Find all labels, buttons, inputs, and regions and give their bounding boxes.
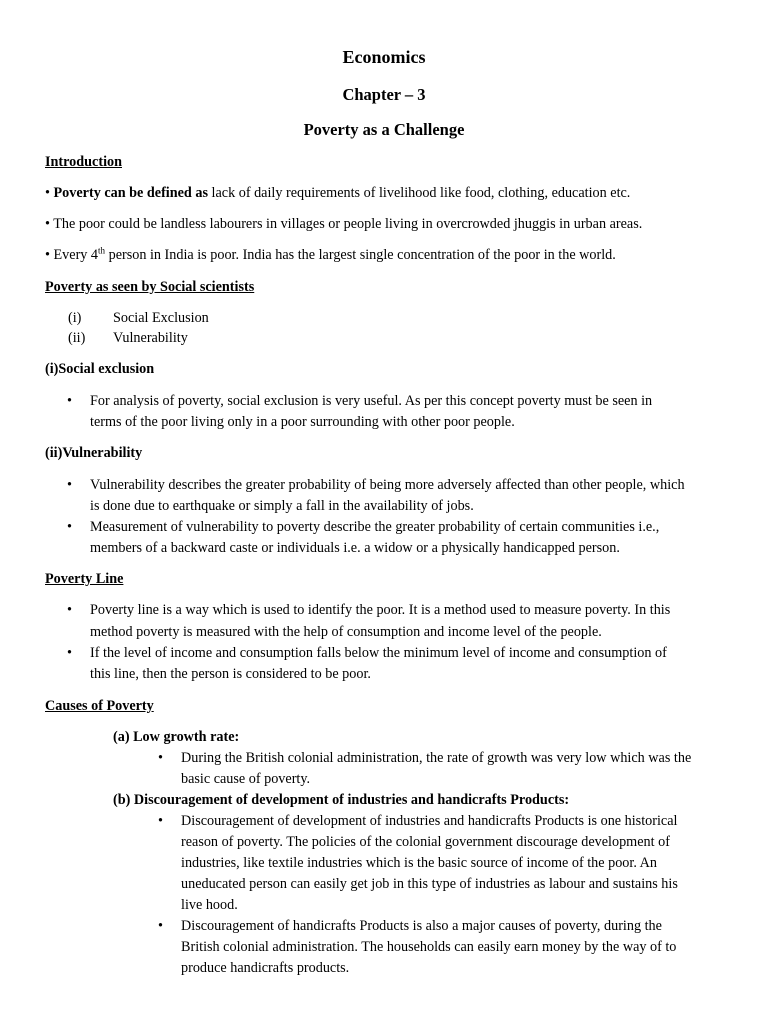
vulnerability-text-line: is done due to earthquake or simply a fall in the availability of jobs. (90, 498, 474, 514)
industries-text-line: uneducated person can easily get job in this type of industries as labour and sustains his (181, 876, 678, 892)
low-growth-text-line: During the British colonial administration, the rate of growth was very low which was the (181, 750, 692, 766)
list-number: (ii) (68, 330, 86, 346)
bullet-icon: • (67, 393, 72, 409)
vulnerability-text-line: members of a backward caste or individuals i.e. a widow or a physically handicapped person. (90, 540, 620, 556)
handicrafts-text-line: Discouragement of handicrafts Products is also a major causes of poverty, during the (181, 918, 662, 934)
industries-text-line: live hood. (181, 897, 238, 913)
chapter-title: Poverty as a Challenge (303, 120, 465, 139)
low-growth-rate-heading: (a) Low growth rate: (113, 729, 240, 745)
poverty-line-text-line: If the level of income and consumption falls below the minimum level of income and consumption of (90, 645, 667, 661)
bullet-icon: • (67, 519, 72, 535)
bullet-icon: • (67, 602, 72, 618)
intro-paragraph-1: • Poverty can be defined as lack of daily requirements of livelihood like food, clothing, education etc. (45, 185, 631, 201)
handicrafts-text-line: produce handicrafts products. (181, 960, 350, 976)
industries-text-line: reason of poverty. The policies of the colonial government discourage development of (181, 834, 670, 850)
industries-text-line: industries, like textile industries which is the basic source of income of the poor. An (181, 855, 657, 871)
list-item-social-exclusion: Social Exclusion (113, 310, 209, 326)
industries-heading: (b) Discouragement of development of industries and handicrafts Products: (113, 792, 570, 808)
handicrafts-text-line: British colonial administration. The households can easily earn money by the way of to (181, 939, 677, 955)
poverty-line-text-line: Poverty line is a way which is used to identify the poor. It is a method used to measure poverty. In this (90, 602, 671, 618)
intro-definition-bold: Poverty can be defined as (53, 185, 208, 201)
vulnerability-text-line: Measurement of vulnerability to poverty describe the greater probability of certain communities i.e., (90, 519, 660, 535)
causes-heading: Causes of Poverty (45, 698, 154, 714)
bullet-icon: • (158, 750, 163, 766)
intro-p3-superscript: th (98, 245, 106, 256)
low-growth-text-line: basic cause of poverty. (181, 771, 311, 787)
intro-paragraph-3 (45, 245, 616, 265)
vulnerability-text-line: Vulnerability describes the greater probability of being more adversely affected than other people, which (90, 477, 685, 493)
introduction-heading: Introduction (45, 154, 122, 170)
industries-text-line: Discouragement of development of industries and handicrafts Products is one historical (181, 813, 678, 829)
poverty-line-text-line: this line, then the person is considered to be poor. (90, 666, 371, 682)
page-title: Economics (342, 47, 426, 67)
poverty-line-text-line: method poverty is measured with the help of consumption and income level of the people. (90, 624, 602, 640)
intro-paragraph-2: • The poor could be landless labourers in villages or people living in overcrowded jhuggis in urban areas. (45, 216, 643, 232)
list-number: (i) (68, 310, 82, 326)
intro-p3-start: • Every 4 (45, 247, 99, 263)
bullet-icon: • (158, 918, 163, 934)
list-item-vulnerability: Vulnerability (113, 330, 188, 346)
intro-p3-end: person in India is poor. India has the largest single concentration of the poor in the world. (105, 247, 616, 263)
social-exclusion-text-line: terms of the poor living only in a poor surrounding with other poor people. (90, 414, 515, 430)
bullet-icon: • (67, 645, 72, 661)
bullet-icon: • (67, 477, 72, 493)
social-exclusion-text-line: For analysis of poverty, social exclusion is very useful. As per this concept poverty must be seen in (90, 393, 653, 409)
social-exclusion-heading: (i)Social exclusion (45, 361, 155, 377)
vulnerability-heading: (ii)Vulnerability (45, 445, 143, 461)
poverty-line-heading: Poverty Line (45, 571, 124, 587)
social-scientists-heading: Poverty as seen by Social scientists (45, 279, 255, 295)
bullet-icon: • (158, 813, 163, 829)
intro-definition-text: lack of daily requirements of livelihood like food, clothing, education etc. (208, 185, 631, 201)
chapter-number: Chapter – 3 (342, 85, 426, 104)
